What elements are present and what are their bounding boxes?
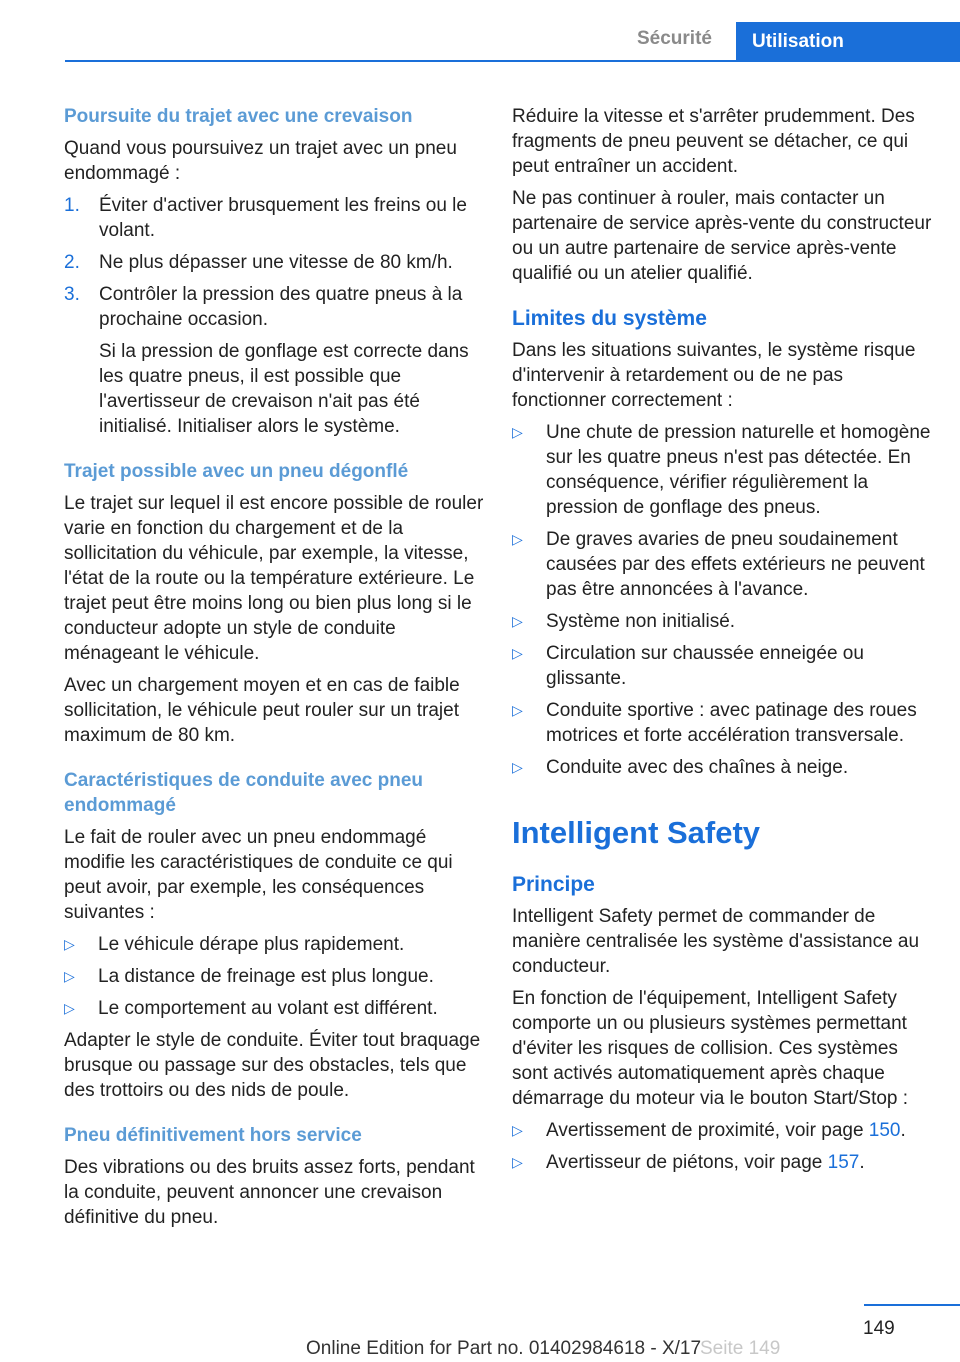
bullet-triangle-icon: ▷	[64, 1000, 75, 1016]
paragraph: Intelligent Safety permet de commander de manière centralisée les système d'assistance au conducteur.	[512, 906, 920, 977]
tab-securite[interactable]: Sécurité	[637, 28, 712, 49]
section-title: Limites du système	[512, 307, 707, 330]
list-item	[64, 996, 484, 1021]
paragraph: Réduire la vitesse et s'arrêter prudemment. Des fragments de pneu peuvent se détacher, ce qui peut entraîner un accident.	[512, 106, 915, 177]
list-text: Une chute de pression naturelle et homogène sur les quatre pneus n'est pas détectée. En conséquence, vérifier régulièrement la pression de gonflage des pneus.	[546, 422, 931, 518]
paragraph: Adapter le style de conduite. Éviter tout braquage brusque ou passage sur des obstacles, tels que des trottoirs ou des nids de poule.	[64, 1030, 481, 1101]
list-item	[512, 527, 932, 602]
list-item	[512, 1118, 932, 1143]
right-column	[512, 104, 932, 1175]
section-title: Poursuite du trajet avec une crevaison	[64, 106, 413, 127]
list-item	[64, 193, 484, 243]
paragraph: Ne pas continuer à rouler, mais contacter un partenaire de service après-vente du constructeur ou un autre partenaire de service après-vente qualifié ou un atelier qualifié.	[512, 188, 932, 284]
list-number: 3.	[64, 284, 80, 305]
section-title: Pneu définitivement hors service	[64, 1125, 362, 1146]
watermark: Seite 149	[700, 1338, 781, 1359]
page-number: 149	[863, 1318, 895, 1339]
bullet-triangle-icon: ▷	[64, 968, 75, 984]
list-item	[512, 698, 932, 748]
list-note: Si la pression de gonflage est correcte dans les quatre pneus, il est possible que l'avertisseur de crevaison n'ait pas été initialisé. Initialiser alors le système.	[99, 341, 469, 437]
paragraph: Le fait de rouler avec un pneu endommagé modifie les caractéristiques de conduite ce qui peut avoir, par exemple, les conséquences suivantes :	[64, 827, 453, 923]
footer-rule	[864, 1304, 960, 1306]
bullet-triangle-icon: ▷	[512, 613, 523, 629]
list-item	[512, 1150, 932, 1175]
section-title: Trajet possible avec un pneu dégonflé	[64, 461, 409, 482]
ref-end: .	[900, 1120, 906, 1141]
list-text: Conduite sportive : avec patinage des roues motrices et forte accélération transversale.	[546, 700, 917, 746]
list-item	[512, 641, 932, 691]
bullet-triangle-icon: ▷	[512, 1122, 523, 1138]
paragraph: Avec un chargement moyen et en cas de faible sollicitation, le véhicule peut rouler sur un trajet maximum de 80 km.	[64, 675, 460, 746]
paragraph: Dans les situations suivantes, le système risque d'intervenir à retardement ou de ne pas fonctionner correctement :	[512, 340, 916, 411]
ref-text: Avertissement de proximité, voir page	[546, 1120, 869, 1141]
bullet-triangle-icon: ▷	[512, 424, 523, 440]
ref-text: Avertisseur de piétons, voir page	[546, 1152, 828, 1173]
paragraph: En fonction de l'équipement, Intelligent Safety comporte un ou plusieurs systèmes permettant d'éviter les risques de collision. Ces systèmes sont activés automatiquement après chaque démarrage du moteur via le bouton Start/Stop :	[512, 988, 909, 1109]
paragraph: Quand vous poursuivez un trajet avec un pneu endommagé :	[64, 138, 457, 184]
list-number: 2.	[64, 252, 80, 273]
paragraph: Des vibrations ou des bruits assez forts, pendant la conduite, peuvent annoncer une crevaison définitive du pneu.	[64, 1157, 475, 1228]
list-text: Éviter d'activer brusquement les freins ou le volant.	[99, 195, 467, 241]
list-text: La distance de freinage est plus longue.	[98, 966, 434, 987]
list-text	[546, 1150, 865, 1175]
bullet-triangle-icon: ▷	[512, 1154, 523, 1170]
list-text: Le comportement au volant est différent.	[98, 998, 438, 1019]
paragraph: Le trajet sur lequel il est encore possible de rouler varie en fonction du chargement et de la sollicitation du véhicule, par exemple, la vitesse, l'état de la route ou la température extérieure. Le trajet peut être moins long ou bien plus long si le conducteur adopte un style de conduite ménageant le véhicule.	[64, 493, 484, 664]
list-text: Contrôler la pression des quatre pneus à la prochaine occasion.	[99, 284, 463, 330]
tab-utilisation[interactable]: Utilisation	[736, 22, 960, 62]
section-title: Caractéristiques de conduite avec pneu endommagé	[64, 770, 424, 816]
section-title: Principe	[512, 873, 595, 896]
edition-text: Online Edition for Part no. 01402984618 - X/17	[306, 1338, 702, 1359]
ref-end: .	[859, 1152, 865, 1173]
chapter-title: Intelligent Safety	[512, 815, 761, 850]
list-item	[64, 932, 484, 957]
bullet-triangle-icon: ▷	[512, 531, 523, 547]
list-item	[64, 964, 484, 989]
list-text	[546, 1118, 906, 1143]
list-text: De graves avaries de pneu soudainement causées par des effets extérieurs ne peuvent pas être annoncées à l'avance.	[546, 529, 925, 600]
bullet-triangle-icon: ▷	[512, 759, 523, 775]
page-link-150[interactable]: 150	[868, 1120, 901, 1141]
list-number: 1.	[64, 195, 80, 216]
list-item	[64, 250, 484, 275]
bullet-triangle-icon: ▷	[512, 702, 523, 718]
list-text: Le véhicule dérape plus rapidement.	[98, 934, 405, 955]
page-link-157[interactable]: 157	[827, 1152, 860, 1173]
list-text: Ne plus dépasser une vitesse de 80 km/h.	[99, 252, 453, 273]
list-item	[512, 609, 932, 634]
list-item	[64, 282, 484, 332]
list-text: Circulation sur chaussée enneigée ou glissante.	[546, 643, 864, 689]
list-item	[512, 420, 932, 520]
list-text: Conduite avec des chaînes à neige.	[546, 757, 849, 778]
list-item	[512, 755, 932, 780]
bullet-triangle-icon: ▷	[512, 645, 523, 661]
left-column	[64, 104, 484, 1230]
bullet-triangle-icon: ▷	[64, 936, 75, 952]
list-text: Système non initialisé.	[546, 611, 736, 632]
